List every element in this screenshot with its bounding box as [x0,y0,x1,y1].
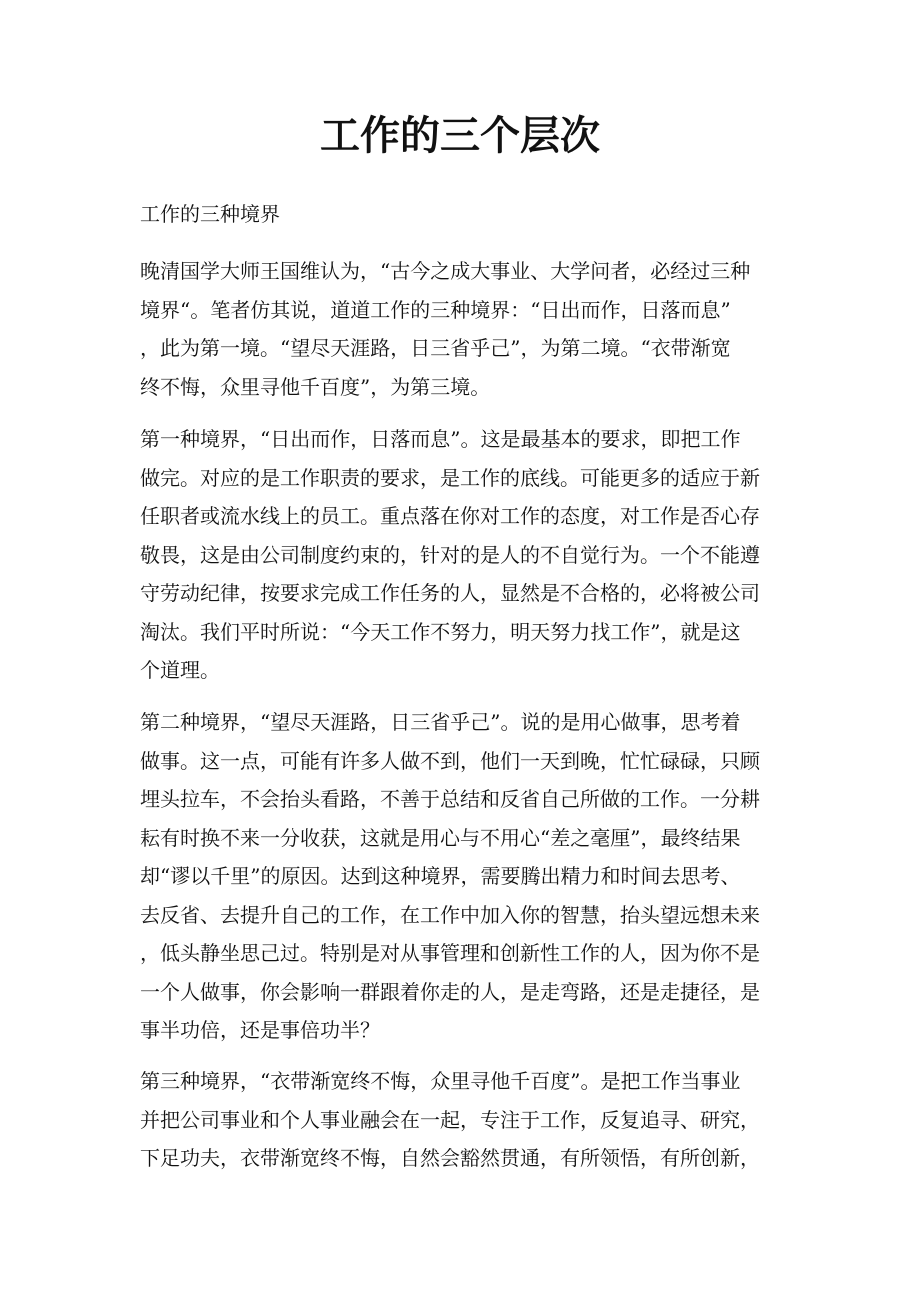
text-line: 下足功夫，衣带渐宽终不悔，自然会豁然贯通，有所领悟，有所创新， [140,1146,760,1170]
text-line: 敬畏，这是由公司制度约束的，针对的是人的不自觉行为。一个不能遵 [140,542,760,567]
text-line: 淘汰。我们平时所说：“今天工作不努力，明天努力找工作”，就是这 [140,619,741,644]
text-line: 耘有时换不来一分收获，这就是用心与不用心“差之毫厘”，最终结果 [140,825,741,850]
text-line: 一个人做事，你会影响一群跟着你走的人，是走弯路，还是走捷径，是 [140,979,760,1004]
paragraph-second-realm [140,703,800,1050]
text-line: ，此为第一境。“望尽天涯路，日三省乎己”，为第二境。“衣带渐宽 [140,336,731,360]
text-line: 终不悔，众里寻他千百度”，为第三境。 [140,374,491,399]
document-subtitle: 工作的三种境界 [140,202,280,226]
document-title: 工作的三个层次 [320,113,600,159]
text-line: 埋头拉车，不会抬头看路，不善于总结和反省自己所做的工作。一分耕 [140,787,760,811]
text-line: 做事。这一点，可能有许多人做不到，他们一天到晚，忙忙碌碌，只顾 [140,748,760,773]
text-line: 并把公司事业和个人事业融会在一起，专注于工作，反复追寻、研究， [140,1107,760,1132]
text-line: ，低头静坐思己过。特别是对从事管理和创新性工作的人，因为你不是 [140,941,760,965]
text-line: 第三种境界，“衣带渐宽终不悔，众里寻他千百度”。是把工作当事业 [140,1069,741,1093]
text-line: 晚清国学大师王国维认为，“古今之成大事业、大学问者，必经过三种 [140,259,751,283]
text-line: 境界“。笔者仿其说，道道工作的三种境界：“日出而作，日落而息” [140,297,731,322]
text-line: 事半功倍，还是事倍功半？ [140,1018,380,1042]
text-line: 去反省、去提升自己的工作，在工作中加入你的智慧，抬头望远想未来 [140,902,760,927]
text-line: 却“谬以千里”的原因。达到这种境界，需要腾出精力和时间去思考、 [140,864,741,888]
paragraph-third-realm [140,1062,800,1178]
text-line: 做完。对应的是工作职责的要求，是工作的底线。可能更多的适应于新 [140,465,760,490]
text-line: 任职者或流水线上的员工。重点落在你对工作的态度，对工作是否心存 [140,504,760,528]
paragraph-intro [140,252,800,406]
text-line: 个道理。 [140,658,220,682]
text-line: 第一种境界，“日出而作，日落而息”。这是最基本的要求，即把工作 [140,427,741,451]
text-line: 守劳动纪律，按要求完成工作任务的人，显然是不合格的，必将被公司 [140,581,760,605]
text-line: 第二种境界，“望尽天涯路，日三省乎己”。说的是用心做事，思考着 [140,710,741,734]
paragraph-first-realm [140,420,800,690]
